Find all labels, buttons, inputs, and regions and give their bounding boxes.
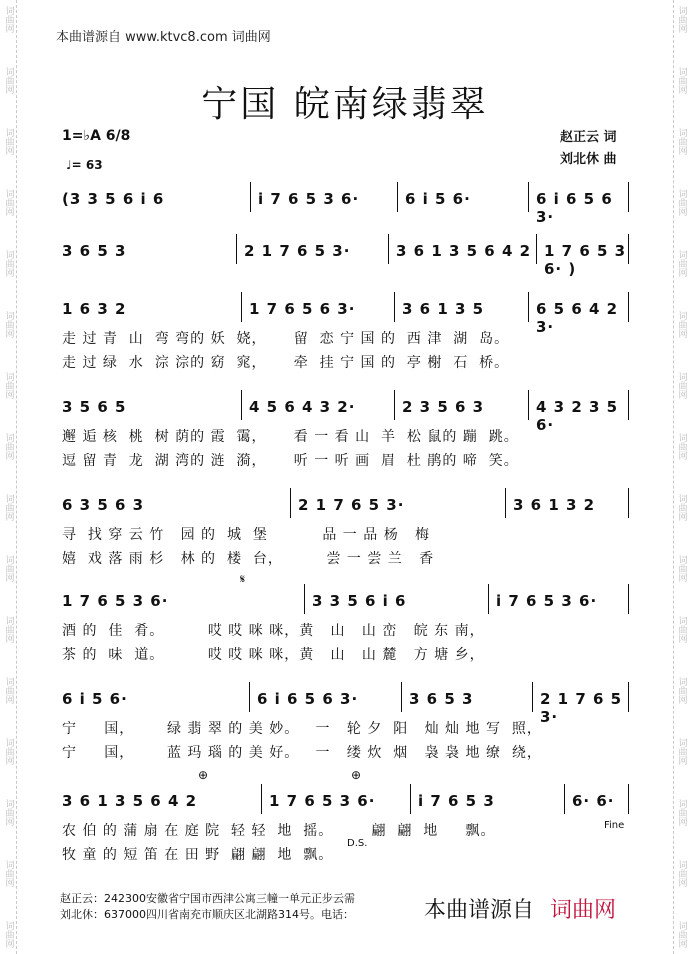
score-system	[58, 592, 633, 663]
watermark-glyph: 词曲网	[3, 189, 14, 216]
measure-notes: 2 1 7 6 5 3·	[298, 496, 405, 514]
watermark-glyph: 词曲网	[3, 921, 14, 948]
bar-line	[488, 584, 489, 614]
lyric-line: 逗 留 青 龙 湖 湾的 涟 漪， 听 一 听 画 眉 杜 鹃的 啼 笑。	[62, 453, 519, 469]
watermark-glyph: 词曲网	[676, 616, 687, 643]
measure-notes: 3 6 1 3 5 6 4 2	[396, 242, 532, 260]
watermark-glyph: 词曲网	[3, 128, 14, 155]
lyric-line: 走 过 绿 水 淙 淙的 窈 窕， 牵 挂 宁 国 的 亭 榭 石 桥。	[62, 355, 510, 371]
watermark-glyph: 词曲网	[3, 738, 14, 765]
lyric-line: 邂 逅 核 桃 树 荫的 霞 霭， 看 一 看 山 羊 松 鼠的 蹦 跳。	[62, 429, 519, 445]
bar-line	[628, 584, 629, 614]
tempo-marking: ♩= 63	[66, 158, 103, 172]
bar-line	[628, 234, 629, 264]
measure-notes: 2 1 7 6 5 3·	[244, 242, 351, 260]
bar-line	[241, 292, 242, 322]
measure-notes: 3 6 1 3 5	[402, 300, 485, 318]
score-system	[58, 496, 633, 567]
measure-notes: 2 3 5 6 3	[402, 398, 485, 416]
measure-notes: i 7 6 5 3 6·	[496, 592, 598, 610]
bar-line	[628, 488, 629, 518]
bar-line	[401, 682, 402, 712]
footer-line-composer: 刘北休：637000四川省南充市顺庆区北湖路314号。电话：	[60, 908, 354, 921]
left-watermark-strip	[1, 0, 17, 954]
watermark-glyph: 词曲网	[676, 128, 687, 155]
bar-line	[564, 784, 565, 814]
brand-left: 本曲谱源自	[424, 898, 535, 923]
bar-line	[236, 234, 237, 264]
watermark-glyph: 词曲网	[3, 677, 14, 704]
measure-notes: 2 1 7 6 5 3·	[540, 690, 623, 726]
coda-mark: ⊕	[198, 768, 209, 782]
notes-row	[58, 300, 633, 336]
measure-notes: 3 6 1 3 2	[513, 496, 596, 514]
lyric-line: 牧 童 的 短 笛 在 田 野 翩 翩 地 飘。	[62, 847, 334, 863]
watermark-glyph: 词曲网	[676, 372, 687, 399]
composer-credit: 刘北休 曲	[560, 152, 617, 167]
watermark-glyph: 词曲网	[676, 494, 687, 521]
bar-line	[394, 390, 395, 420]
lyric-line: 宁 国， 蓝 玛 瑙 的 美 好。 一 缕 炊 烟 袅 袅 地 缭 绕，	[62, 745, 542, 761]
notes-row	[58, 242, 633, 278]
lyric-line: 寻 找 穿 云 竹 园 的 城 堡 品 一 品 杨 梅	[62, 527, 431, 543]
measure-notes: 6 i 5 6·	[405, 190, 471, 208]
footer-line-lyricist: 赵正云：242300安徽省宁国市西津公寓三幢一单元正步云需	[60, 892, 355, 905]
segno-mark: 𝄋	[240, 572, 246, 586]
bar-line	[536, 234, 537, 264]
measure-notes: 4 5 6 4 3 2·	[249, 398, 356, 416]
lyric-line: 茶 的 味 道。 哎 哎 咪 咪，黄 山 山 麓 方 塘 乡，	[62, 647, 485, 663]
watermark-glyph: 词曲网	[3, 6, 14, 33]
fine-mark: Fine	[604, 820, 625, 831]
measure-notes: 3 3 5 6 i 6	[312, 592, 407, 610]
watermark-glyph: 词曲网	[3, 799, 14, 826]
bar-line	[304, 584, 305, 614]
score-system	[58, 300, 633, 371]
watermark-glyph: 词曲网	[676, 433, 687, 460]
score-system	[58, 242, 633, 278]
bar-line	[628, 292, 629, 322]
bar-line	[628, 682, 629, 712]
measure-notes: 6 i 5 6·	[62, 690, 128, 708]
bar-line	[241, 390, 242, 420]
lyric-line: 酒 的 佳 肴。 哎 哎 咪 咪，黄 山 山 峦 皖 东 南，	[62, 623, 485, 639]
ds-mark: D.S.	[347, 838, 368, 849]
bar-line	[628, 390, 629, 420]
right-watermark-strip	[673, 0, 689, 954]
measure-notes: 3 5 6 5	[62, 398, 127, 416]
watermark-glyph: 词曲网	[3, 372, 14, 399]
notes-row	[58, 398, 633, 434]
watermark-glyph: 词曲网	[676, 189, 687, 216]
key-signature: 1=♭A 6/8	[62, 128, 131, 144]
watermark-glyph: 词曲网	[676, 677, 687, 704]
watermark-glyph: 词曲网	[676, 6, 687, 33]
measure-notes: 6 5 6 4 2 3·	[536, 300, 619, 336]
bar-line	[261, 784, 262, 814]
bar-line	[628, 182, 629, 212]
measure-notes: 6 i 6 5 6 3·	[536, 190, 613, 226]
watermark-glyph: 词曲网	[3, 433, 14, 460]
watermark-glyph: 词曲网	[676, 555, 687, 582]
watermark-glyph: 词曲网	[676, 860, 687, 887]
bar-line	[410, 784, 411, 814]
bar-line	[397, 182, 398, 212]
measure-notes: 1 6 3 2	[62, 300, 127, 318]
measure-notes: 1 7 6 5 3 6·	[62, 592, 169, 610]
measure-notes: (3 3 5 6 i 6	[62, 190, 165, 208]
bar-line	[528, 292, 529, 322]
lyricist-credit: 赵正云 词	[560, 130, 617, 145]
measure-notes: 3 6 1 3 5 6 4 2	[62, 792, 198, 810]
score-system	[58, 190, 633, 226]
score-system	[58, 398, 633, 469]
measure-notes: 6· 6·	[572, 792, 615, 810]
song-title: 宁国 皖南绿翡翠	[201, 84, 489, 125]
score-system	[58, 690, 633, 761]
notes-row	[58, 792, 633, 816]
measure-notes: 1 7 6 5 3 6·	[269, 792, 376, 810]
watermark-glyph: 词曲网	[676, 921, 687, 948]
brand	[424, 893, 616, 924]
bar-line	[628, 784, 629, 814]
watermark-glyph: 词曲网	[3, 250, 14, 277]
lyric-line: 农 伯 的 蒲 扇 在 庭 院 轻 轻 地 摇。 翩 翩 地 飘。	[62, 823, 496, 839]
notes-row	[58, 496, 633, 520]
lyric-line: 嬉 戏 落 雨 杉 林 的 楼 台， 尝 一 尝 兰 香	[62, 551, 435, 567]
measure-notes: 4 3 2 3 5 6·	[536, 398, 619, 434]
bar-line	[505, 488, 506, 518]
notes-row	[58, 190, 633, 226]
measure-notes: 1 7 6 5 6 3·	[249, 300, 356, 318]
watermark-glyph: 词曲网	[676, 799, 687, 826]
watermark-glyph: 词曲网	[3, 616, 14, 643]
measure-notes: i 7 6 5 3 6·	[258, 190, 360, 208]
bar-line	[532, 682, 533, 712]
bar-line	[388, 234, 389, 264]
bar-line	[528, 390, 529, 420]
footer-addresses	[60, 891, 355, 923]
watermark-glyph: 词曲网	[3, 555, 14, 582]
bar-line	[290, 488, 291, 518]
watermark-glyph: 词曲网	[3, 311, 14, 338]
bar-line	[528, 182, 529, 212]
notes-row	[58, 690, 633, 726]
brand-right: 词曲网	[550, 898, 617, 923]
watermark-glyph: 词曲网	[676, 67, 687, 94]
watermark-glyph: 词曲网	[676, 311, 687, 338]
measure-notes: 1 7 6 5 3 6· )	[544, 242, 627, 278]
coda-mark-2: ⊕	[351, 768, 362, 782]
watermark-glyph: 词曲网	[676, 738, 687, 765]
watermark-glyph: 词曲网	[3, 494, 14, 521]
measure-notes: i 7 6 5 3	[418, 792, 495, 810]
measure-notes: 3 6 5 3	[409, 690, 474, 708]
measure-notes: 3 6 5 3	[62, 242, 127, 260]
watermark-glyph: 词曲网	[3, 67, 14, 94]
measure-notes: 6 3 5 6 3	[62, 496, 145, 514]
watermark-glyph: 词曲网	[3, 860, 14, 887]
source-line: 本曲谱源自 www.ktvc8.com 词曲网	[56, 30, 271, 45]
notes-row	[58, 592, 633, 616]
bar-line	[250, 182, 251, 212]
watermark-glyph: 词曲网	[676, 250, 687, 277]
lyric-line: 走 过 青 山 弯 弯的 妖 娆， 留 恋 宁 国 的 西 津 湖 岛。	[62, 331, 510, 347]
measure-notes: 6 i 6 5 6 3·	[257, 690, 359, 708]
bar-line	[394, 292, 395, 322]
lyric-line: 宁 国， 绿 翡 翠 的 美 妙。 一 轮 夕 阳 灿 灿 地 写 照，	[62, 721, 542, 737]
bar-line	[249, 682, 250, 712]
